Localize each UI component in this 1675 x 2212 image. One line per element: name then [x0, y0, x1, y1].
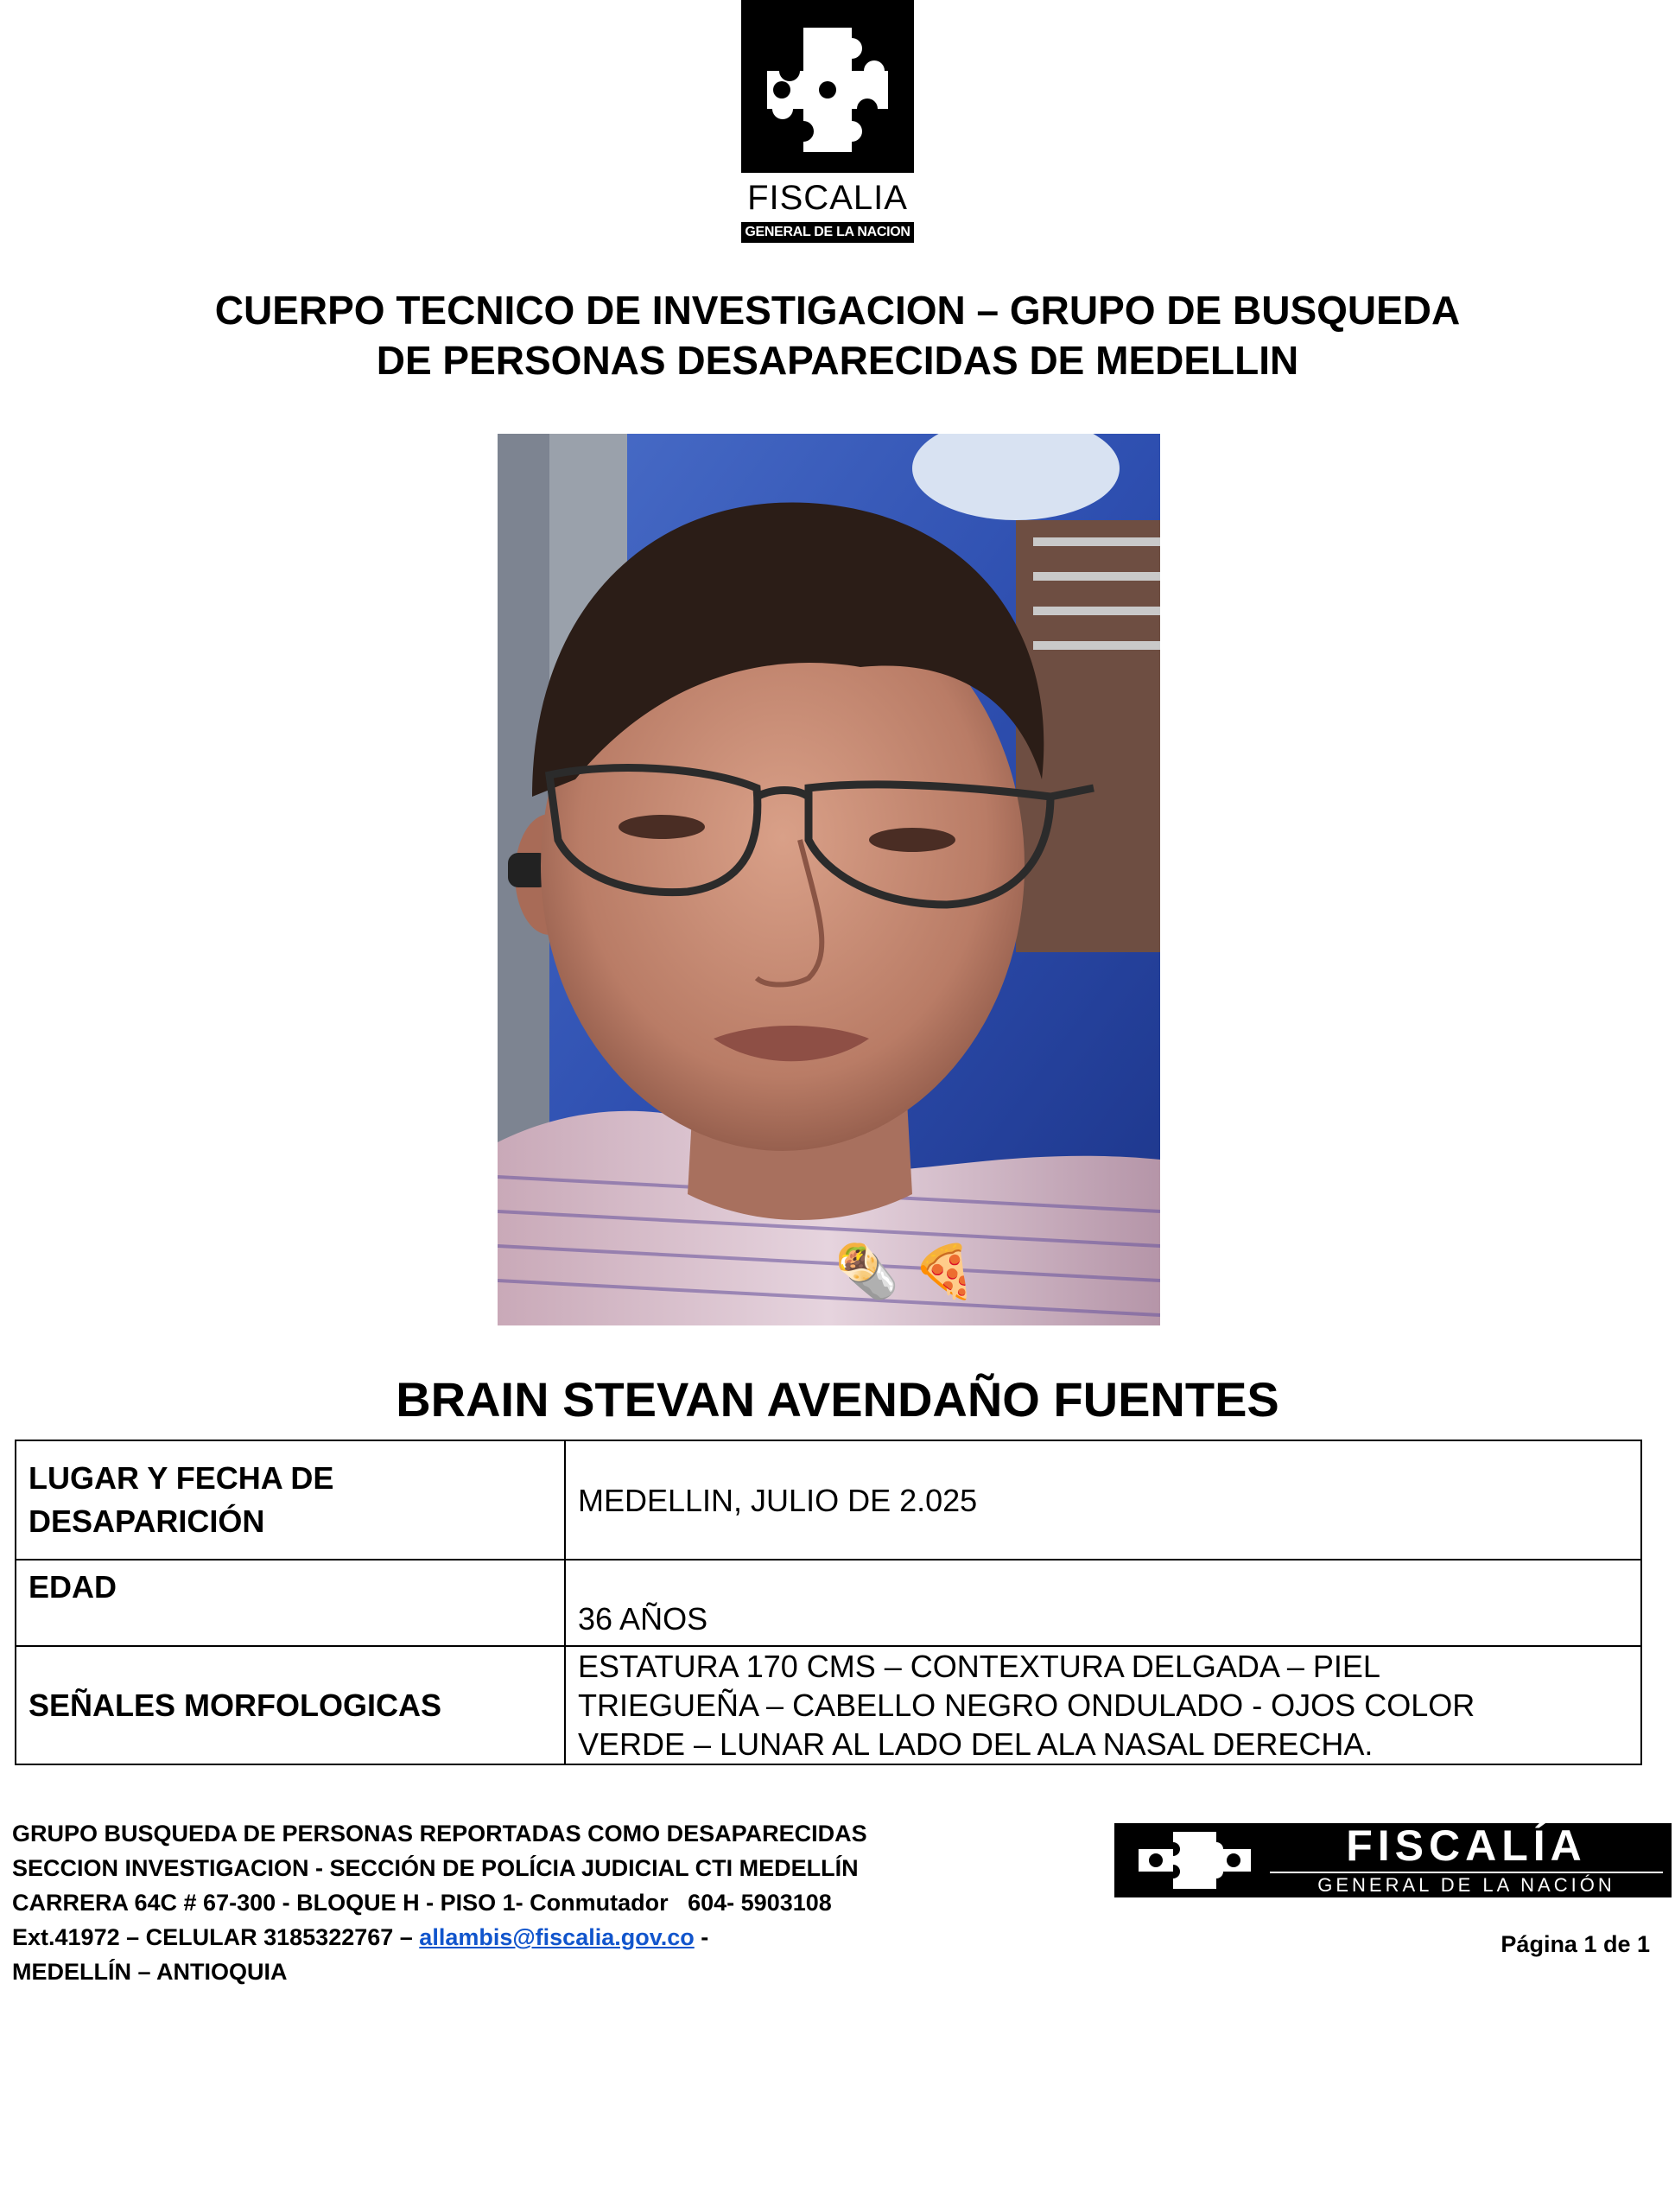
logo-sub-text: GENERAL DE LA NACION [741, 222, 914, 243]
table-row [16, 1440, 1641, 1560]
logo-brand-text: FISCALÍA [1346, 1821, 1587, 1870]
page-number: Página 1 de 1 [1501, 1931, 1650, 1957]
pizza-emoji: 🍕 [912, 1242, 977, 1302]
person-name: BRAIN STEVAN AVENDAÑO FUENTES [396, 1372, 1279, 1427]
table-row [16, 1646, 1641, 1764]
details-table [15, 1440, 1642, 1765]
fiscalia-logo-top [741, 0, 914, 246]
puzzle-piece-icon [741, 0, 914, 173]
value-age: 36 AÑOS [565, 1560, 1641, 1646]
value-line: VERDE – LUNAR AL LADO DEL ALA NASAL DERECHA. [578, 1726, 1374, 1762]
label-place-date [16, 1440, 565, 1560]
label-morphological-signs: SEÑALES MORFOLOGICAS [16, 1646, 565, 1764]
heading-line-2: DE PERSONAS DESAPARECIDAS DE MEDELLIN [376, 338, 1299, 383]
value-line: TRIEGUEÑA – CABELLO NEGRO ONDULADO - OJOS COLOR [578, 1688, 1475, 1723]
value-place-date: MEDELLIN, JULIO DE 2.025 [565, 1440, 1641, 1560]
footer-phone-text: Ext.41972 – CELULAR 3185322767 – [12, 1924, 420, 1950]
table-row [16, 1560, 1641, 1646]
fiscalia-logo-bottom [1114, 1823, 1672, 1897]
burrito-emoji: 🌯 [834, 1242, 899, 1302]
label-line: DESAPARICIÓN [29, 1503, 265, 1539]
label-line: LUGAR Y FECHA DE [29, 1460, 334, 1496]
puzzle-piece-icon [1121, 1823, 1268, 1897]
missing-person-photo [498, 434, 1160, 1325]
footer-contact [12, 1816, 945, 1989]
footer-line-4 [12, 1920, 945, 1955]
footer-line-3: CARRERA 64C # 67-300 - BLOQUE H - PISO 1- Conmutador 604- 5903108 [12, 1890, 832, 1916]
logo-sub-text: GENERAL DE LA NACIÓN [1270, 1872, 1663, 1896]
heading-line-1: CUERPO TECNICO DE INVESTIGACION – GRUPO DE BUSQUEDA [214, 288, 1461, 333]
footer-line-2: SECCION INVESTIGACION - SECCIÓN DE POLÍCIA JUDICIAL CTI MEDELLÍN [12, 1855, 859, 1881]
footer-dash: - [694, 1924, 709, 1950]
label-age: EDAD [16, 1560, 565, 1646]
value-morphological-signs [565, 1646, 1641, 1764]
value-line: ESTATURA 170 CMS – CONTEXTURA DELGADA – PIEL [578, 1649, 1380, 1684]
footer-line-1: GRUPO BUSQUEDA DE PERSONAS REPORTADAS COMO DESAPARECIDAS [12, 1821, 867, 1847]
footer-line-5: MEDELLÍN – ANTIOQUIA [12, 1959, 288, 1985]
page-heading [0, 285, 1675, 385]
logo-brand-text: FISCALIA [747, 179, 908, 217]
email-link[interactable]: allambis@fiscalia.gov.co [419, 1924, 695, 1950]
